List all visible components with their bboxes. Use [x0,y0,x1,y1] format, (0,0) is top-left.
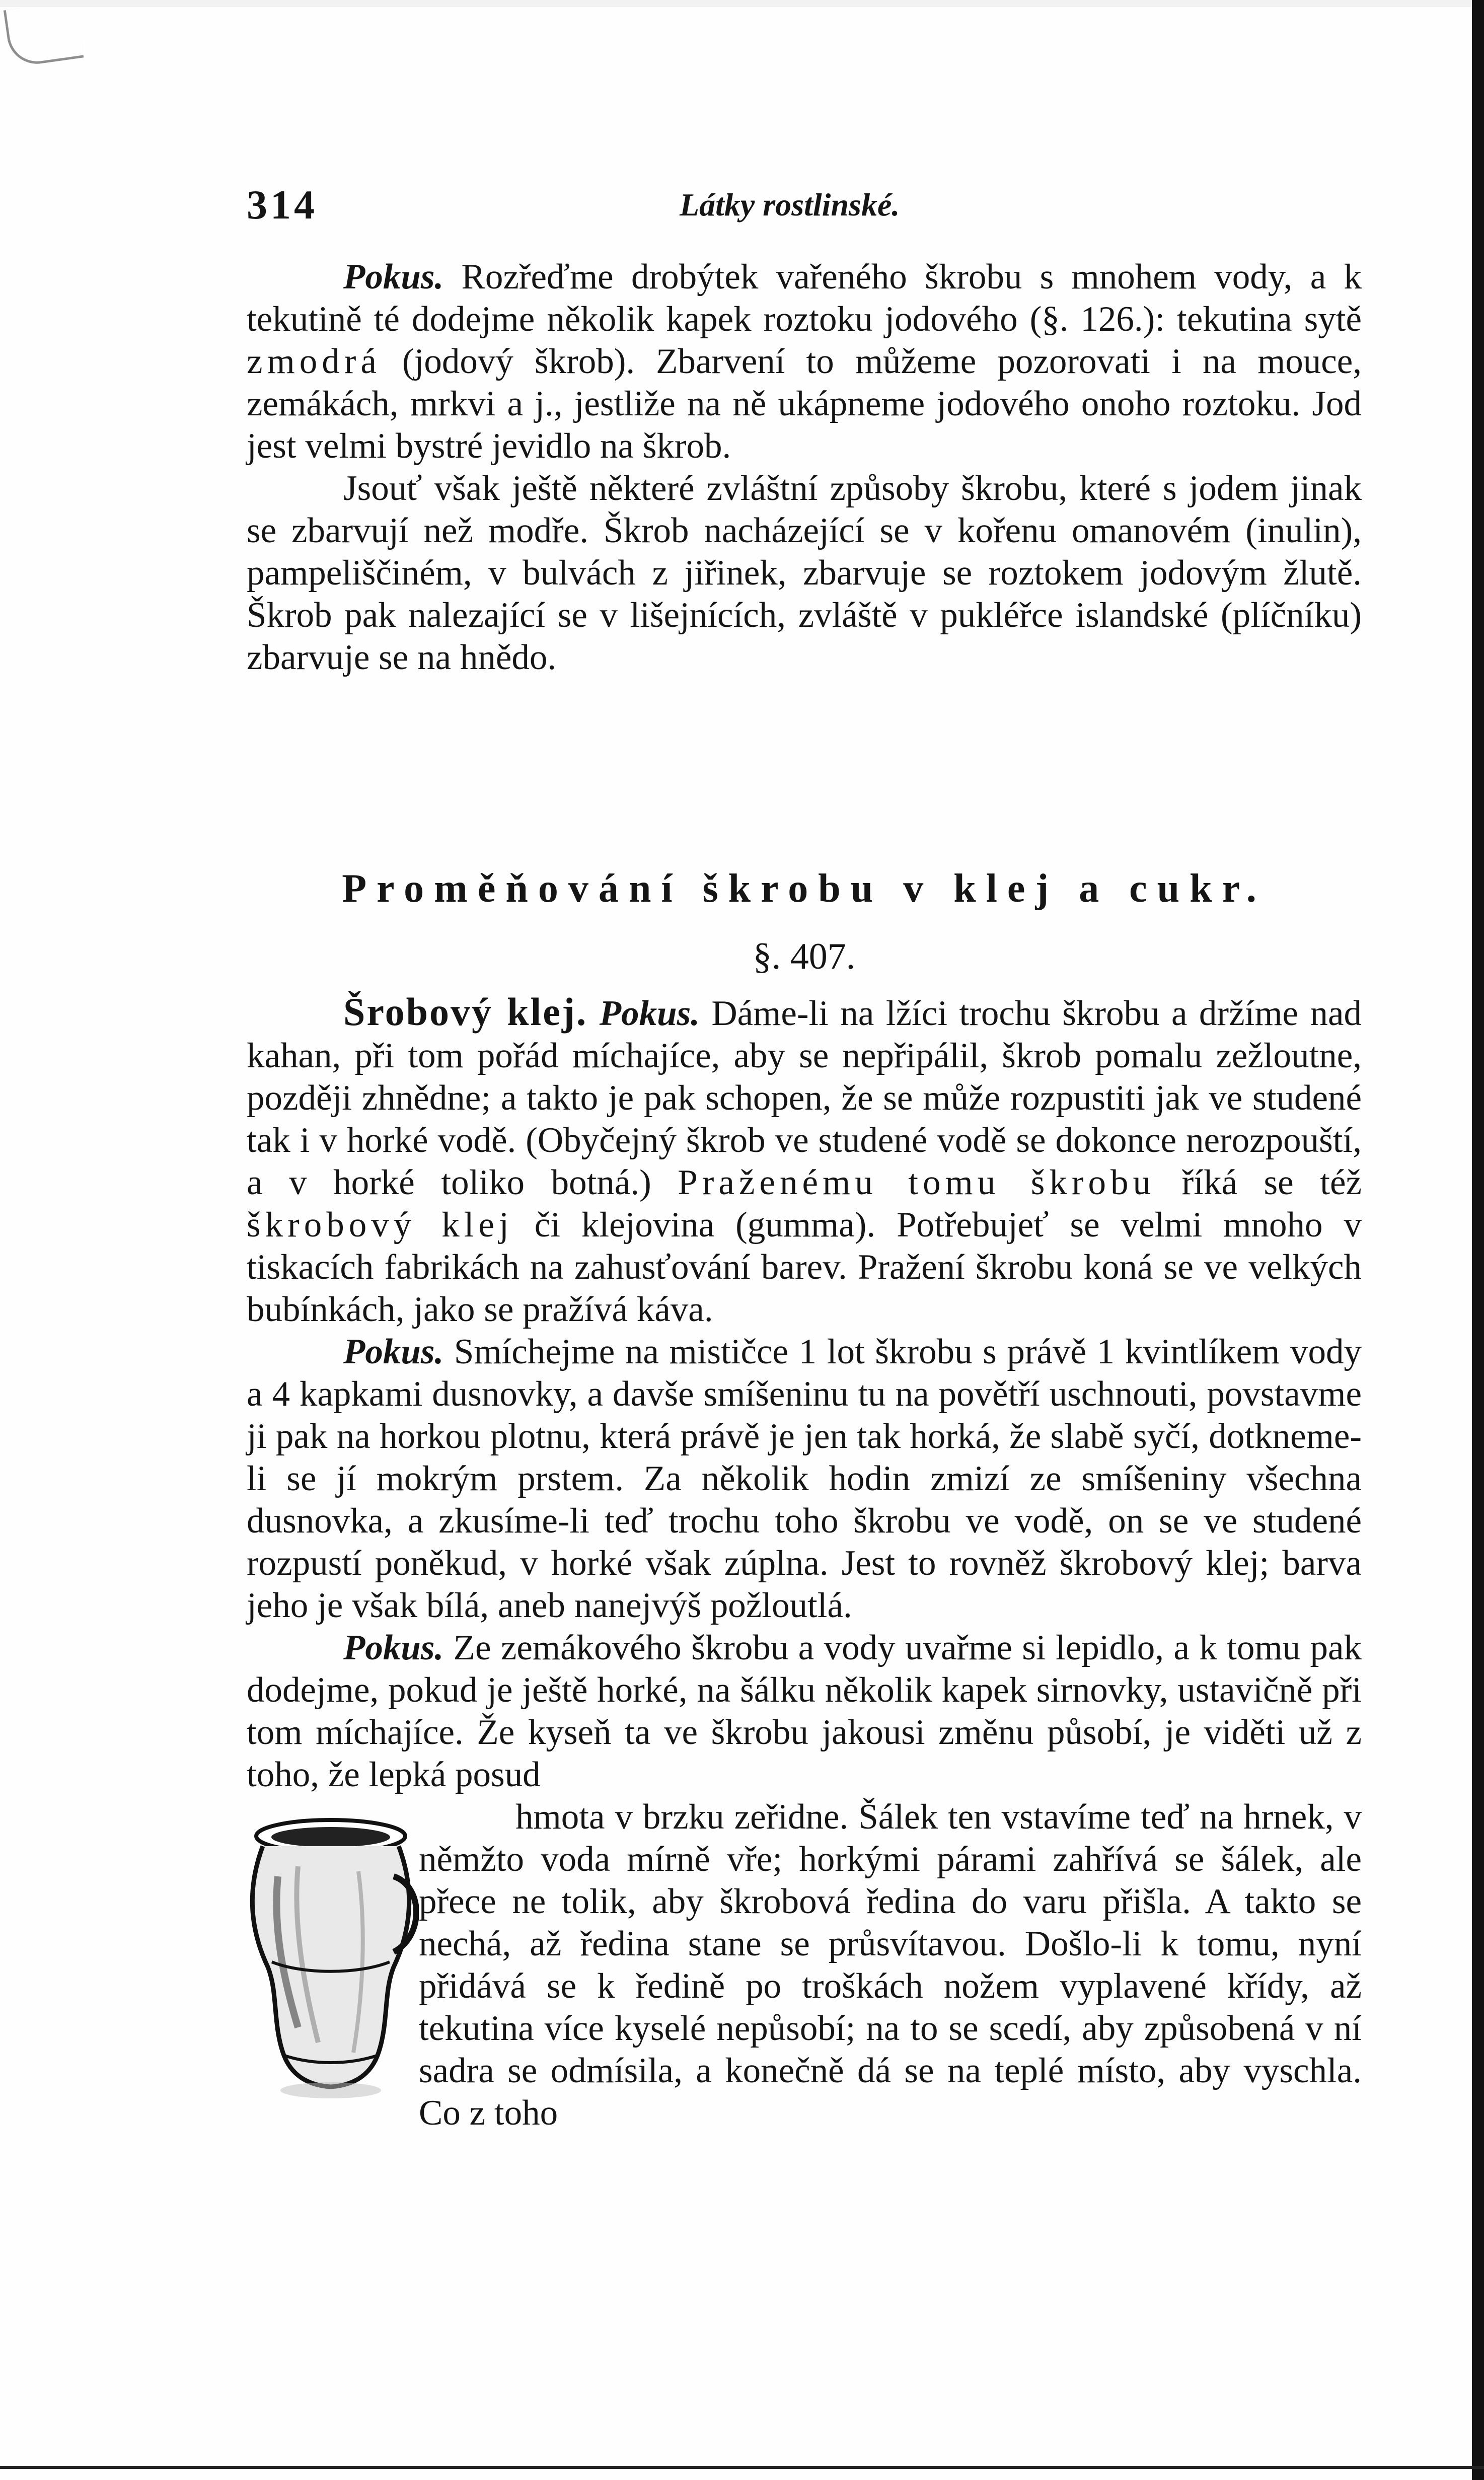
paragraph-text: Ze zemákového škrobu a vody uvařme si lepidlo, a k tomu pak dodejme, pokud je ještě horké, na šálku několik kapek sirnovky, ustavičně při tom míchajíce. Že kyseň ta ve škrobu jakousi změnu působí, je viděti už z toho, že lepká posud [247,1628,1362,1794]
paragraph-lead: Pokus. [587,994,700,1033]
paragraph-text: (jodový škrob). Zbarvení to můžeme pozorovati i na mouce, zemákách, mrkvi a j., jestliže na ně ukápneme jodového onoho roztoku. Jod jest velmi bystré jevidlo na škrob. [247,342,1362,466]
page-right-edge [1472,0,1484,2480]
running-title: Látky rostlinské. [680,187,900,223]
spaced-term: Praženému tomu škrobu [678,1163,1156,1202]
paragraph-skrob-zpusoby [247,467,1362,679]
paragraph-skrobovy-klej [247,991,1362,1331]
spaced-term: zmodrá [247,342,381,381]
page-number: 314 [247,182,318,228]
paragraph-pokus-jod [247,256,1362,467]
paragraph-text: Rozřeďme drobýtek vařeného škrobu s mnohem vody, a k tekutině té dodejme několik kapek roztoku jodového (§. 126.): tekutina sytě [247,257,1362,339]
paragraph-text: Jsouť však ještě některé zvláštní způsoby škrobu, které s jodem jinak se zbarvují než modře. Škrob nacházející se v kořenu omanovém (inulin), pampeliščiném, v bulvách z jiřinek, zbarvuje se roztokem jodovým žlutě. Škrob pak nalezající se v lišejnících, zvláště v pukléřce islandské (plíčníku) zbarvuje se na hnědo. [247,469,1362,677]
paragraph-text: Smíchejme na mističce 1 lot škrobu s právě 1 kvintlíkem vody a 4 kapkami dusnovky, a davše smíšeninu tu na povětří uschnouti, povstavme ji pak na horkou plotnu, která právě je jen tak horká, že slabě syčí, dotkneme-li se jí mokrým prstem. Za několik hodin zmizí ze smíšeniny všechna dusnovka, a zkusíme-li teď trochu toho škrobu ve vodě, on se ve studené rozpustí poněkud, v horké však zúplna. Jest to rovněž škrobový klej; barva jeho je však bílá, aneb nanejvýš požloutlá. [247,1332,1362,1625]
paragraph-lead: Pokus. [343,1332,444,1371]
paragraph-pokus-sirnovka [247,1627,1362,1796]
paragraph-pokus-dusnovka [247,1331,1362,1627]
paragraph-text: či klejovina (gumma). Potřebujeť se velmi mnoho v tiskacích fabrikách na zahusťování barev. Pražení škrobu koná se ve velkých bubínkách, jako se pražívá káva. [247,1205,1362,1329]
page-corner-fold [4,0,84,67]
spaced-term: škrobový klej [247,1205,513,1245]
paragraph-text: říká se též [1155,1163,1362,1202]
lower-text [247,991,1362,2134]
page-header [247,181,1359,227]
earthen-pot-icon [243,1801,419,2103]
page-top-edge [0,0,1484,7]
paragraph-lead: Pokus. [343,257,444,297]
paragraph-text: hmota v brzku zeřidne. Šálek ten vstavíme teď na hrnek, v němžto voda mírně vře; horkými párami zahřívá se šálek, ale přece ne tolik, aby škrobová ředina do varu přišla. A takto se nechá, až ředina stane se průsvítavou. Došlo-li k tomu, nyní přidává se k ředině po troškách nožem vyplavené křídy, až tekutina více kyselé nepůsobí; na to se scedí, aby způsobená v ní sadra se odmísila, a konečně dá se na teplé místo, aby vyschla. Co z toho [419,1797,1362,2133]
page-bottom-edge [0,2466,1484,2469]
section-number: §. 407. [753,936,856,977]
section-heading: Proměňování škrobu v klej a cukr. [342,866,1267,911]
subsection-heading: Šrobový klej. [343,990,588,1034]
paragraph-lead: Pokus. [343,1628,444,1667]
upper-text [247,256,1362,679]
paragraph-text: Dáme-li na lžíci trochu škrobu a držíme nad kahan, při tom pořád míchajíce, aby se nepřipálil, škrob pomalu zežloutne, později zhnědne; a takto je pak schopen, že se může rozpustiti jak ve studené tak i v horké vodě. (Obyčejný škrob ve studené vodě se dokonce nerozpouští, a v horké toliko botná.) [247,994,1362,1202]
